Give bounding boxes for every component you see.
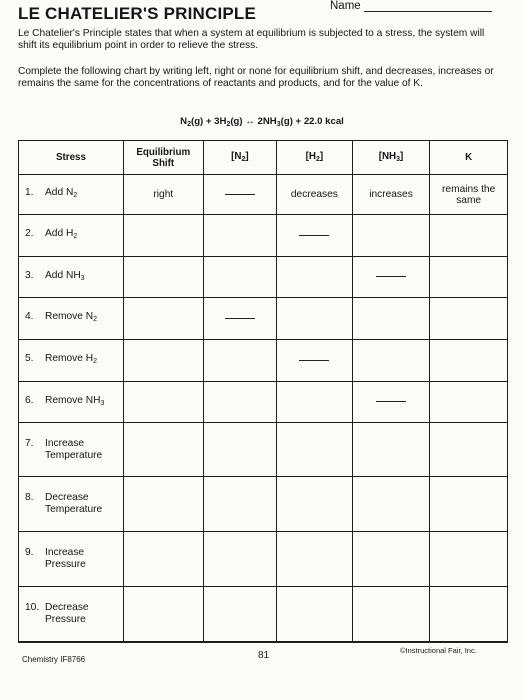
equilibrium-chart: [18, 140, 508, 642]
cell-h2[interactable]: [277, 257, 353, 298]
dash-mark: [225, 194, 255, 195]
header-nh3: $[NH_3]$: [352, 141, 430, 175]
cell-nh3[interactable]: [352, 587, 430, 642]
cell-nh3[interactable]: [352, 298, 430, 340]
cell-shift[interactable]: [123, 532, 203, 587]
header-n2: $[N_2]$: [203, 141, 276, 175]
cell-nh3[interactable]: [352, 340, 430, 382]
footer-divider: [18, 642, 508, 643]
table-row: [19, 587, 508, 642]
cell-k[interactable]: [430, 477, 508, 532]
cell-n2[interactable]: [203, 587, 276, 642]
cell-shift[interactable]: right: [123, 175, 203, 215]
dash-mark: [299, 360, 329, 361]
cell-h2[interactable]: [277, 532, 353, 587]
cell-nh3[interactable]: [352, 382, 430, 423]
reaction-equation: $N_2(g) + 3H_2(g)$ ↔ $2NH_3(g) + 22.0$ kcal: [180, 116, 344, 128]
footer-course: Chemistry IF8766: [22, 655, 86, 664]
table-row: [19, 340, 508, 382]
cell-k[interactable]: [430, 257, 508, 298]
stress-cell: 10. Decrease Pressure: [19, 587, 124, 642]
cell-n2[interactable]: [203, 477, 276, 532]
stress-cell: 8. Decrease Temperature: [19, 477, 124, 532]
name-line[interactable]: [364, 1, 492, 12]
stress-cell: 5. Remove $H_2$: [19, 340, 124, 382]
cell-n2[interactable]: [203, 215, 276, 257]
table-row: [19, 298, 508, 340]
cell-k[interactable]: [430, 423, 508, 477]
header-k: K: [430, 141, 508, 175]
cell-k[interactable]: [430, 298, 508, 340]
cell-k[interactable]: [430, 340, 508, 382]
cell-n2[interactable]: [203, 532, 276, 587]
table-row: [19, 215, 508, 257]
table-row: [19, 382, 508, 423]
cell-shift[interactable]: [123, 423, 203, 477]
cell-k[interactable]: [430, 587, 508, 642]
cell-k[interactable]: [430, 215, 508, 257]
table-row: [19, 175, 508, 215]
table-header-row: [19, 141, 508, 175]
stress-cell: 4. Remove $N_2$: [19, 298, 124, 340]
cell-h2[interactable]: [277, 477, 353, 532]
header-stress: Stress: [19, 141, 124, 175]
cell-n2[interactable]: [203, 382, 276, 423]
cell-shift[interactable]: [123, 257, 203, 298]
cell-h2[interactable]: decreases: [277, 175, 353, 215]
cell-k[interactable]: [430, 382, 508, 423]
stress-cell: 2. Add $H_2$: [19, 215, 124, 257]
cell-nh3[interactable]: [352, 532, 430, 587]
page-number: 81: [258, 650, 270, 661]
cell-shift[interactable]: [123, 340, 203, 382]
cell-h2[interactable]: [277, 298, 353, 340]
cell-nh3[interactable]: increases: [352, 175, 430, 215]
footer-publisher: ©Instructional Fair, Inc.: [400, 646, 477, 655]
dash-mark: [225, 318, 255, 319]
stress-cell: 1. Add $N_2$: [19, 175, 124, 215]
page-title: LE CHATELIER'S PRINCIPLE: [18, 4, 257, 23]
cell-n2[interactable]: [203, 340, 276, 382]
cell-h2[interactable]: [277, 215, 353, 257]
dash-mark: [376, 401, 406, 402]
intro-paragraph-1: Le Chatelier's Principle states that when a system at equilibrium is subjected to a stress, the system will shift its equilibrium point in order to relieve the stress.: [18, 28, 485, 52]
cell-h2[interactable]: [277, 340, 353, 382]
cell-shift[interactable]: [123, 587, 203, 642]
cell-h2[interactable]: [277, 587, 353, 642]
cell-shift[interactable]: [123, 215, 203, 257]
stress-cell: 9. Increase Pressure: [19, 532, 124, 587]
table-row: [19, 477, 508, 532]
stress-cell: 6. Remove $NH_3$: [19, 382, 124, 423]
cell-h2[interactable]: [277, 382, 353, 423]
cell-h2[interactable]: [277, 423, 353, 477]
cell-k[interactable]: remains the same: [430, 175, 508, 215]
cell-nh3[interactable]: [352, 215, 430, 257]
stress-cell: 3. Add $NH_3$: [19, 257, 124, 298]
cell-nh3[interactable]: [352, 257, 430, 298]
table-row: [19, 257, 508, 298]
cell-shift[interactable]: [123, 477, 203, 532]
header-h2: $[H_2]$: [277, 141, 353, 175]
cell-nh3[interactable]: [352, 477, 430, 532]
cell-nh3[interactable]: [352, 423, 430, 477]
intro-paragraph-2: Complete the following chart by writing left, right or none for equilibrium shift, and decreases, increases or remains the same for the concentrations of reactants and products, and for the value of K.: [18, 66, 494, 90]
cell-k[interactable]: [430, 532, 508, 587]
table-row: [19, 423, 508, 477]
name-field[interactable]: [330, 0, 492, 12]
table-row: [19, 532, 508, 587]
stress-cell: 7. Increase Temperature: [19, 423, 124, 477]
cell-n2[interactable]: [203, 257, 276, 298]
cell-n2[interactable]: [203, 298, 276, 340]
cell-n2[interactable]: [203, 175, 276, 215]
cell-shift[interactable]: [123, 382, 203, 423]
dash-mark: [299, 235, 329, 236]
dash-mark: [376, 276, 406, 277]
header-shift: Equilibrium Shift: [123, 141, 203, 175]
cell-n2[interactable]: [203, 423, 276, 477]
name-label: Name: [330, 0, 361, 12]
cell-shift[interactable]: [123, 298, 203, 340]
